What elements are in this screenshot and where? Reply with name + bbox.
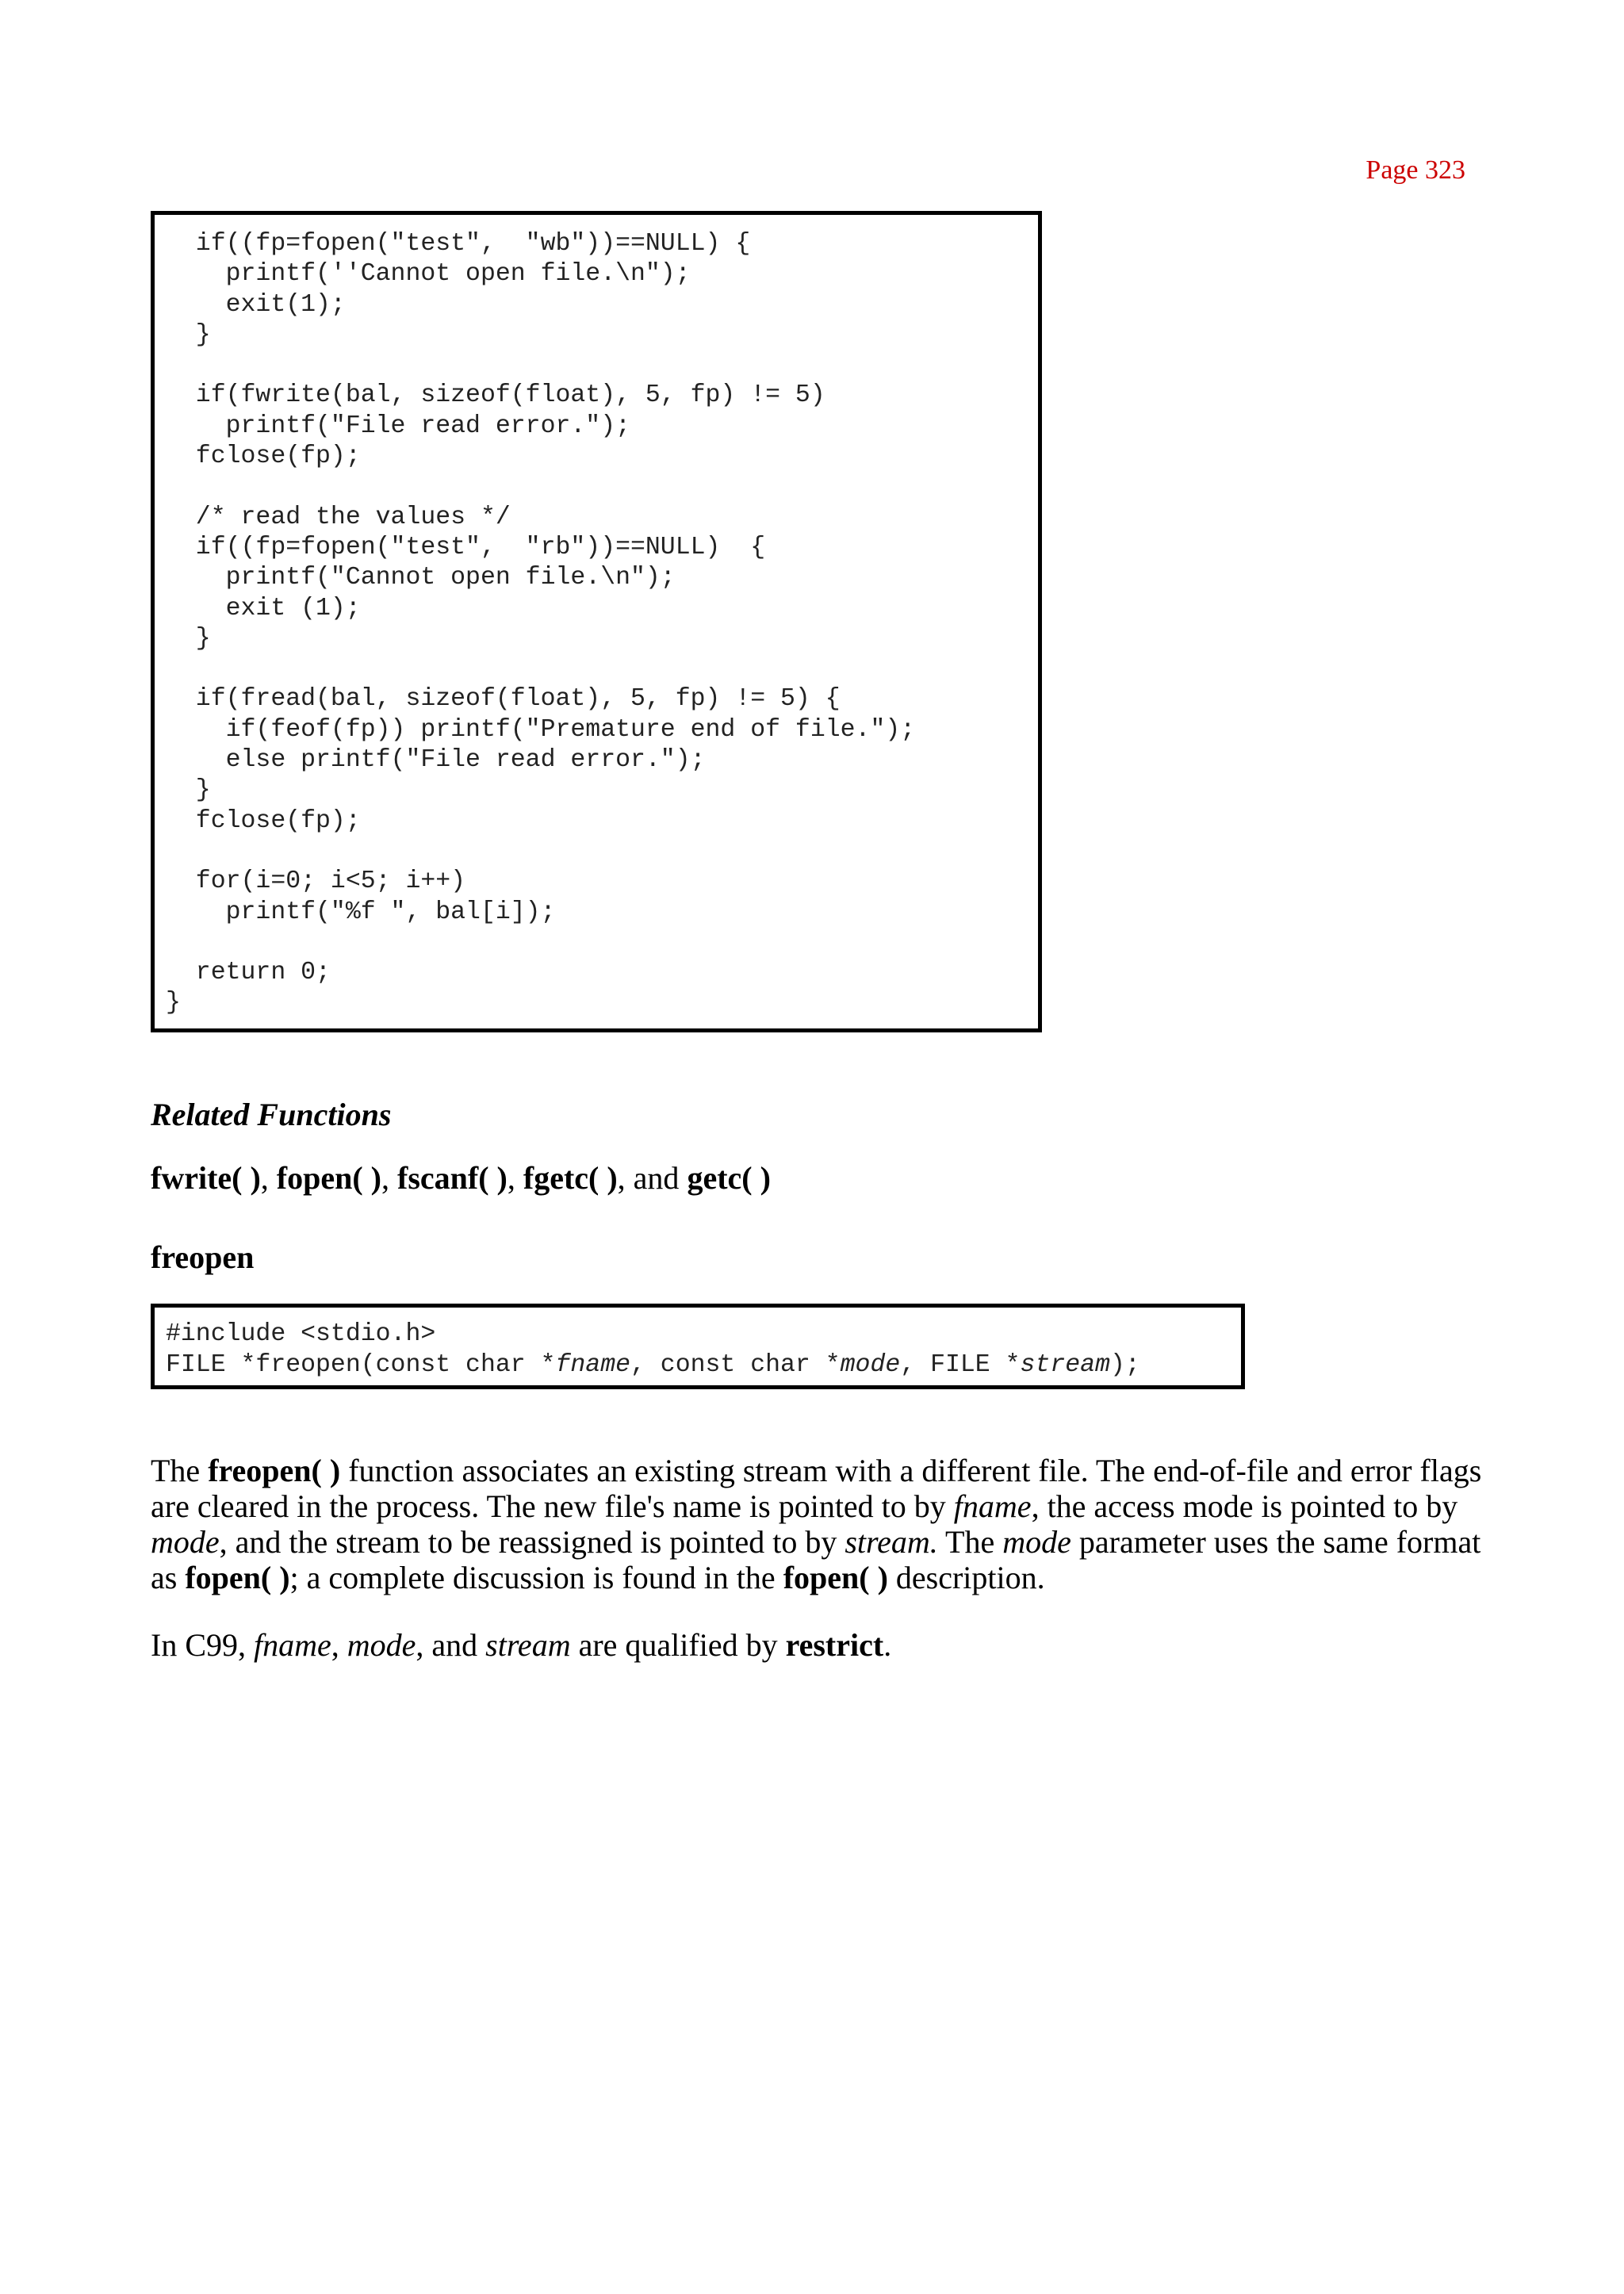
code-line: } [166, 320, 211, 349]
page-number: Page 323 [1365, 155, 1465, 185]
prototype-signature [166, 1351, 1140, 1379]
inline-text: description. [887, 1560, 1045, 1595]
related-function-name: fscanf( ) [397, 1160, 508, 1196]
code-line: if((fp=fopen("test", "rb"))==NULL) { [166, 533, 766, 561]
prototype-include: #include <stdio.h> [166, 1320, 436, 1348]
prototype-text: FILE *freopen(const char * [166, 1351, 556, 1379]
code-line: } [166, 989, 181, 1017]
related-functions-heading: Related Functions [151, 1097, 392, 1132]
prototype-param: mode [840, 1351, 901, 1379]
description-paragraph [151, 1453, 1483, 1595]
related-function-name: fopen( ) [276, 1160, 382, 1196]
inline-text: ; a complete discussion is found in the [289, 1560, 783, 1595]
inline-param: fname [254, 1627, 331, 1663]
related-function-name: getc( ) [687, 1160, 771, 1196]
code-line: return 0; [166, 959, 331, 987]
code-line: if((fp=fopen("test", "wb"))==NULL) { [166, 230, 751, 258]
code-line: /* read the values */ [166, 503, 511, 531]
code-listing [166, 229, 1038, 1019]
inline-text: , [331, 1627, 347, 1663]
inline-param: fname [953, 1488, 1032, 1524]
code-line: exit (1); [166, 594, 361, 622]
prototype-param: fname [555, 1351, 630, 1379]
code-listing-box [151, 211, 1042, 1032]
related-functions-list [151, 1159, 771, 1197]
related-separator: , [381, 1160, 398, 1196]
code-line: printf("Cannot open file.\n"); [166, 564, 676, 592]
inline-text: function associates an existing stream with a different file. The end-of-file and error flags are cleared in the process. The new file's name is pointed to by [151, 1453, 1482, 1524]
code-line: printf("File read error."); [166, 412, 630, 440]
inline-text: In C99, [151, 1627, 254, 1663]
code-line: printf(''Cannot open file.\n"); [166, 260, 691, 289]
code-line: fclose(fp); [166, 806, 361, 835]
code-line: } [166, 624, 211, 653]
inline-param: mode [151, 1524, 220, 1560]
function-heading: freopen [151, 1239, 255, 1275]
inline-text: are qualified by [570, 1627, 786, 1663]
inline-code-term: fopen( ) [783, 1560, 888, 1595]
code-line: fclose(fp); [166, 442, 361, 471]
inline-code-term: fopen( ) [185, 1560, 290, 1595]
code-line: if(fread(bal, sizeof(float), 5, fp) != 5) { [166, 685, 841, 714]
prototype-text: , const char * [630, 1351, 841, 1379]
code-line: for(i=0; i<5; i++) [166, 867, 466, 896]
inline-text: The [151, 1453, 209, 1488]
inline-param: mode [1002, 1524, 1071, 1560]
code-line: } [166, 776, 211, 805]
prototype-box [151, 1304, 1245, 1389]
code-line: else printf("File read error."); [166, 746, 706, 775]
code-line: printf("%f ", bal[i]); [166, 898, 556, 926]
related-function-name: fwrite( ) [151, 1160, 261, 1196]
inline-code-term: freopen( ) [208, 1453, 341, 1488]
prototype-code [166, 1319, 1241, 1381]
prototype-text: ); [1109, 1351, 1140, 1379]
code-line: if(fwrite(bal, sizeof(float), 5, fp) != 5) [166, 381, 825, 410]
inline-param: mode [347, 1627, 416, 1663]
inline-param: stream [485, 1627, 571, 1663]
inline-text: , the access mode is pointed to by [1031, 1488, 1458, 1524]
inline-text: . [883, 1627, 892, 1663]
inline-text: , and the stream to be reassigned is pointed to by [219, 1524, 845, 1560]
related-separator: , [507, 1160, 523, 1196]
inline-param: stream. [845, 1524, 938, 1560]
inline-text: , and [416, 1627, 486, 1663]
c99-note-paragraph [151, 1627, 1483, 1663]
code-line: exit(1); [166, 290, 346, 319]
related-separator: , and [617, 1160, 688, 1196]
prototype-param: stream [1020, 1351, 1110, 1379]
inline-code-term: restrict [785, 1627, 884, 1663]
related-separator: , [260, 1160, 277, 1196]
inline-text: parameter uses the same format as [151, 1524, 1481, 1595]
inline-text: The [937, 1524, 1003, 1560]
prototype-text: , FILE * [900, 1351, 1021, 1379]
related-function-name: fgetc( ) [523, 1160, 618, 1196]
code-line: if(feof(fp)) printf("Premature end of file."); [166, 715, 916, 744]
